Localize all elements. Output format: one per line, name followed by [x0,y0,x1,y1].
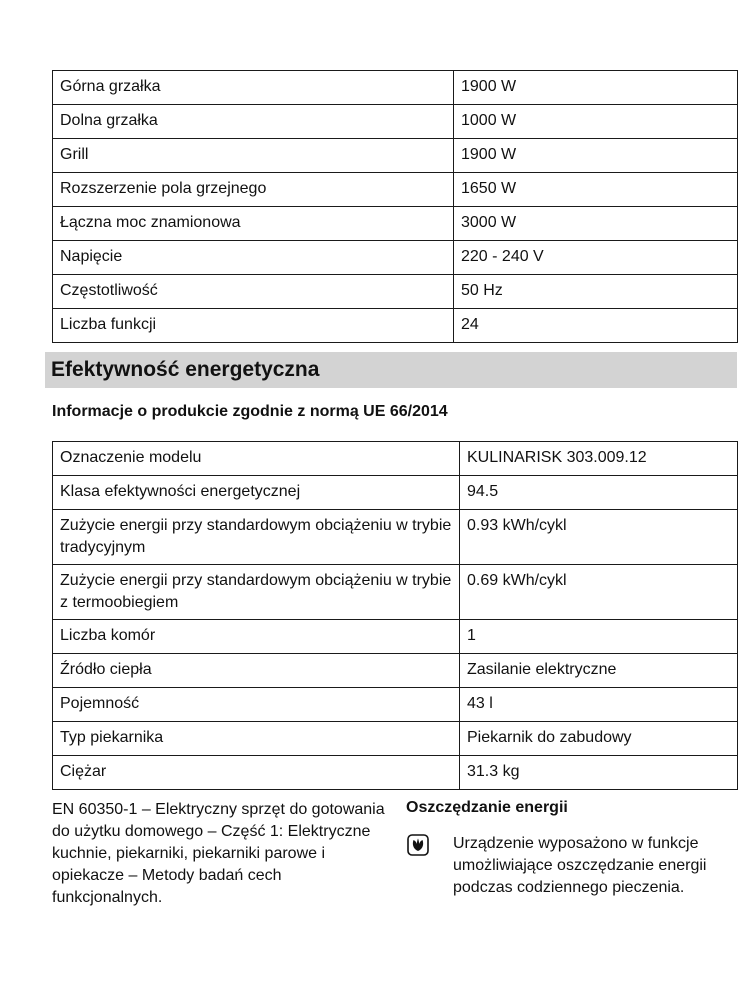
spec-value: 1 [460,620,738,654]
spec-label: Górna grzałka [53,71,454,105]
spec-label: Ciężar [53,756,460,790]
table-row [53,476,738,510]
table-row [53,722,738,756]
table-row [53,756,738,790]
section-header [45,352,737,388]
spec-label: Źródło ciepła [53,654,460,688]
spec-value: 1900 W [454,71,738,105]
energy-saving-title: Oszczędzanie energii [406,799,568,816]
spec-label: Grill [53,139,454,173]
spec-label: Rozszerzenie pola grzejnego [53,173,454,207]
table-row [53,565,738,620]
spec-value: 0.93 kWh/cykl [460,510,738,565]
spec-value: KULINARISK 303.009.12 [460,442,738,476]
spec-label: Zużycie energii przy standardowym obciążeniu w trybie z termoobiegiem [53,565,460,620]
spec-value: Zasilanie elektryczne [460,654,738,688]
table-row [53,139,738,173]
spec-value: 1650 W [454,173,738,207]
spec-value: 3000 W [454,207,738,241]
power-specs-table [52,70,738,343]
spec-value: 94.5 [460,476,738,510]
spec-value: 24 [454,309,738,343]
table-row [53,207,738,241]
spec-label: Łączna moc znamionowa [53,207,454,241]
table-row [53,309,738,343]
spec-value: 220 - 240 V [454,241,738,275]
section-subheading: Informacje o produkcie zgodnie z normą UE 66/2014 [52,403,448,420]
table-row [53,510,738,565]
table-row [53,241,738,275]
table-row [53,688,738,722]
spec-label: Pojemność [53,688,460,722]
spec-label: Dolna grzałka [53,105,454,139]
spec-label: Zużycie energii przy standardowym obciążeniu w trybie tradycyjnym [53,510,460,565]
energy-saving-text: Urządzenie wyposażono w funkcje umożliwiające oszczędzanie energii podczas codziennego pieczenia. [453,835,707,896]
table-row [53,71,738,105]
table-row [53,105,738,139]
section-title: Efektywność energetyczna [51,358,320,381]
spec-value: Piekarnik do zabudowy [460,722,738,756]
table-row [53,442,738,476]
spec-label: Klasa efektywności energetycznej [53,476,460,510]
spec-value: 1000 W [454,105,738,139]
table-row [53,654,738,688]
table-row [53,173,738,207]
table-row [53,620,738,654]
spec-label: Liczba funkcji [53,309,454,343]
energy-specs-table [52,441,738,790]
standard-note: EN 60350-1 – Elektryczny sprzęt do gotowania do użytku domowego – Część 1: Elektryczne kuchnie, piekarniki, piekarniki parowe i opiekacze – Metody badań cech funkcjonalnych. [52,801,385,906]
spec-label: Liczba komór [53,620,460,654]
spec-label: Oznaczenie modelu [53,442,460,476]
spec-label: Napięcie [53,241,454,275]
spec-value: 43 l [460,688,738,722]
spec-value: 50 Hz [454,275,738,309]
eco-leaf-icon [407,834,429,856]
spec-value: 1900 W [454,139,738,173]
table-row [53,275,738,309]
spec-label: Częstotliwość [53,275,454,309]
spec-value: 31.3 kg [460,756,738,790]
spec-label: Typ piekarnika [53,722,460,756]
spec-value: 0.69 kWh/cykl [460,565,738,620]
